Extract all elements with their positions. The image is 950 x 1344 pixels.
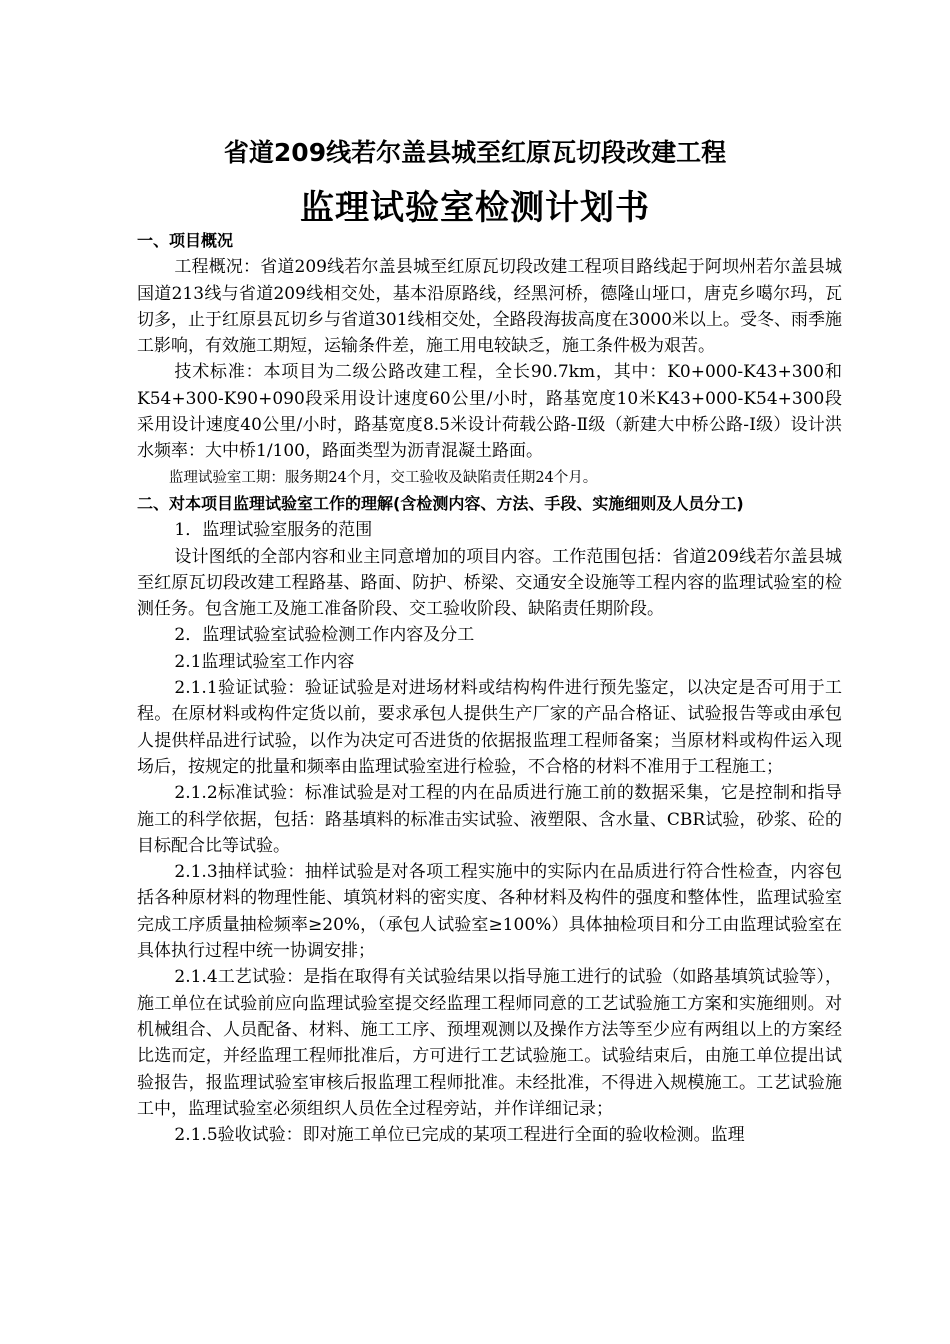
section2-heading: 二、对本项目监理试验室工作的理解(含检测内容、方法、手段、实施细则及人员分工)	[137, 493, 744, 513]
para-2-1-2: 2.1.2标准试验：标准试验是对工程的内在品质进行施工前的数据采集，它是控制和指导施工的科学依据，包括：路基填料的标准击实试验、液塑限、含水量、CBR试验，砂浆、砼的目标配合比等试验。	[137, 783, 842, 856]
para-2-1-1: 2.1.1验证试验：验证试验是对进场材料或结构构件进行预先鉴定，以决定是否可用于工程。在原材料或构件定货以前，要求承包人提供生产厂家的产品合格证、试验报告等或由承包人提供样品进行试验，以作为决定可否进货的依据报监理工程师备案；当原材料或构件运入现场后，按规定的批量和频率由监理试验室进行检验，不合格的材料不准用于工程施工；	[137, 678, 842, 777]
section2-sub2-title: 2．监理试验室试验检测工作内容及分工	[174, 625, 475, 646]
section2-sub21-title: 2.1监理试验室工作内容	[174, 651, 355, 672]
document-title-line1: 省道209线若尔盖县城至红原瓦切段改建工程	[223, 138, 727, 167]
section1-heading: 一、项目概况	[137, 231, 234, 250]
document-title-line2: 监理试验室检测计划书	[300, 188, 650, 228]
section1-para-overview: 工程概况：省道209线若尔盖县城至红原瓦切段改建工程项目路线起于阿坝州若尔盖县城国道213线与省道209线相交处，基本沿原路线，经黑河桥，德隆山垭口，唐克乡噶尔玛，瓦切多，止于红原县瓦切乡与省道301线相交处，全路段海拔高度在3000米以上。受冬、雨季施工影响，有效施工期短，运输条件差，施工用电较缺乏，施工条件极为艰苦。	[137, 257, 842, 357]
para-2-1-4: 2.1.4工艺试验：是指在取得有关试验结果以指导施工进行的试验（如路基填筑试验等），施工单位在试验前应向监理试验室提交经监理工程师同意的工艺试验施工方案和实施细则。对机械组合、人员配备、材料、施工工序、预埋观测以及操作方法等至少应有两组以上的方案经比选而定，并经监理工程师批准后，方可进行工艺试验施工。试验结束后，由施工单位提出试验报告，报监理试验室审核后报监理工程师批准。未经批准，不得进入规模施工。工艺试验施工中，监理试验室必须组织人员佐全过程旁站，并作详细记录；	[137, 967, 842, 1119]
document-body	[137, 228, 842, 1148]
section1-para-duration: 监理试验室工期：服务期24个月，交工验收及缺陷责任期24个月。	[168, 469, 598, 486]
section1-para-standards: 技术标准：本项目为二级公路改建工程，全长90.7km，其中：K0+000-K43+300和K54+300-K90+090段采用设计速度60公里/小时，路基宽度10米K43+000-K54+300段采用设计速度40公里/小时，路基宽度8.5米设计荷载公路-Ⅱ级（新建大中桥公路-Ⅰ级）设计洪水频率：大中桥1/100，路面类型为沥青混凝土路面。	[137, 362, 842, 462]
section2-sub1-title: 1．监理试验室服务的范围	[174, 520, 373, 541]
para-2-1-5: 2.1.5验收试验：即对施工单位已完成的某项工程进行全面的验收检测。监理	[174, 1125, 745, 1146]
para-2-1-3: 2.1.3抽样试验：抽样试验是对各项工程实施中的实际内在品质进行符合性检查，内容包括各种原材料的物理性能、填筑材料的密实度、各种材料及构件的强度和整体性，监理试验室完成工序质量抽检频率≥20%，（承包人试验室≥100%）具体抽检项目和分工由监理试验室在具体执行过程中统一协调安排；	[137, 862, 842, 962]
section2-sub1-para: 设计图纸的全部内容和业主同意增加的项目内容。工作范围包括：省道209线若尔盖县城至红原瓦切段改建工程路基、路面、防护、桥梁、交通安全设施等工程内容的监理试验室的检测任务。包含施工及施工准备阶段、交工验收阶段、缺陷责任期阶段。	[137, 546, 842, 620]
